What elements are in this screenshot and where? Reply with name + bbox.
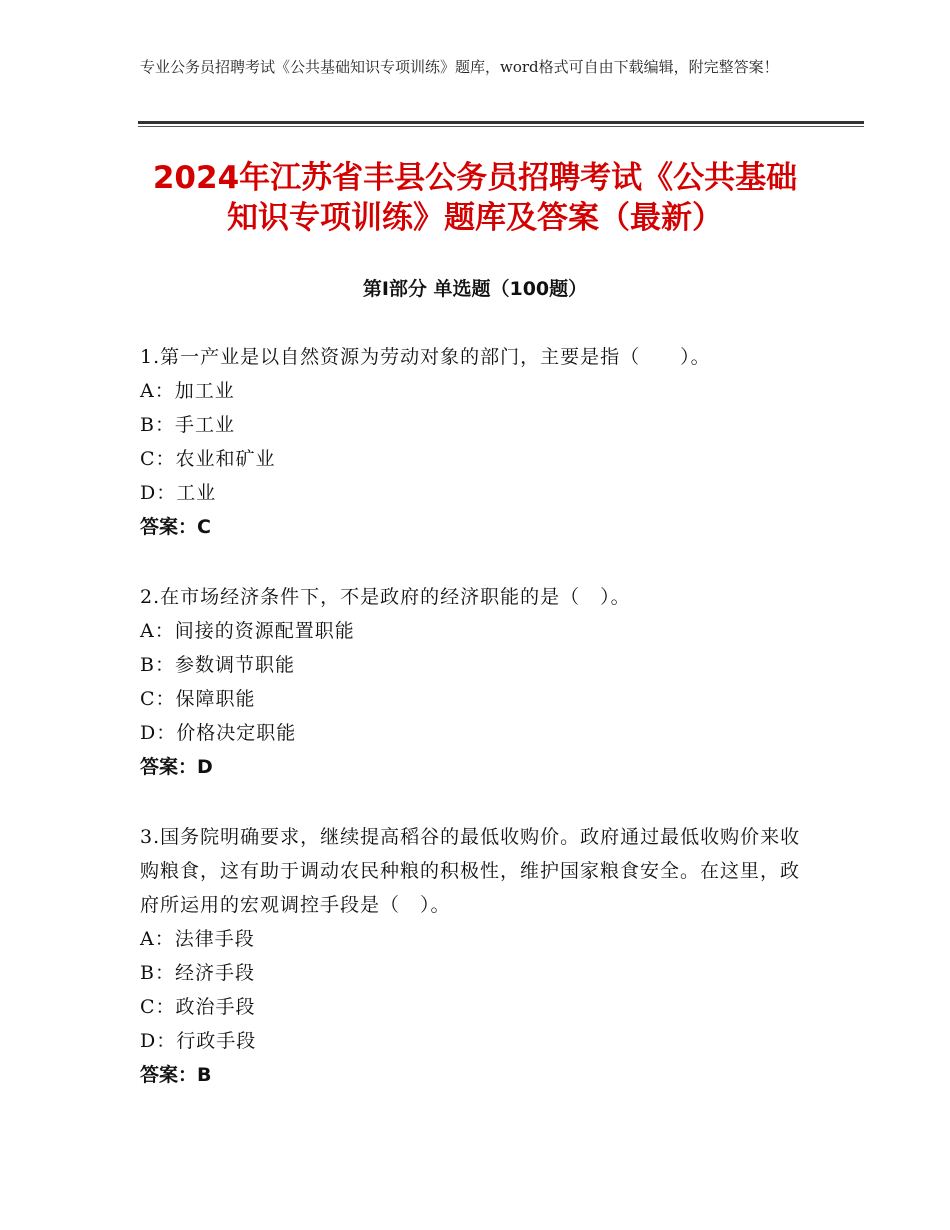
- question-text: 2.在市场经济条件下，不是政府的经济职能的是（ ）。: [140, 586, 631, 608]
- option-d: D：工业: [140, 482, 217, 504]
- header-rule-thin: [138, 126, 864, 127]
- question-text: 1.第一产业是以自然资源为劳动对象的部门，主要是指（ ）。: [140, 346, 711, 368]
- answer: 答案：C: [140, 516, 211, 538]
- question-list: [140, 340, 812, 1128]
- option-b: B：经济手段: [140, 962, 255, 984]
- option-b: B：手工业: [140, 414, 235, 436]
- answer: 答案：B: [140, 1064, 212, 1086]
- option-a: A：间接的资源配置职能: [140, 620, 355, 642]
- option-a: A：法律手段: [140, 928, 255, 950]
- option-c: C：保障职能: [140, 688, 256, 710]
- option-a: A：加工业: [140, 380, 235, 402]
- header-rule-thick: [138, 121, 864, 124]
- header-note: 专业公务员招聘考试《公共基础知识专项训练》题库，word格式可自由下载编辑，附完整答案！: [140, 58, 779, 76]
- question-text: 3.国务院明确要求，继续提高稻谷的最低收购价。政府通过最低收购价来收购粮食，这有助于调动农民种粮的积极性，维护国家粮食安全。在这里，政府所运用的宏观调控手段是（ ）。: [140, 826, 801, 916]
- document-title: 2024年江苏省丰县公务员招聘考试《公共基础知识专项训练》题库及答案（最新）: [152, 160, 798, 236]
- question-3: [140, 820, 812, 1092]
- section-heading: 第Ⅰ部分 单选题（100题）: [362, 278, 588, 300]
- option-d: D：价格决定职能: [140, 722, 297, 744]
- question-2: [140, 580, 812, 784]
- option-c: C：农业和矿业: [140, 448, 276, 470]
- option-c: C：政治手段: [140, 996, 256, 1018]
- answer: 答案：D: [140, 756, 213, 778]
- option-d: D：行政手段: [140, 1030, 257, 1052]
- option-b: B：参数调节职能: [140, 654, 295, 676]
- question-1: [140, 340, 812, 544]
